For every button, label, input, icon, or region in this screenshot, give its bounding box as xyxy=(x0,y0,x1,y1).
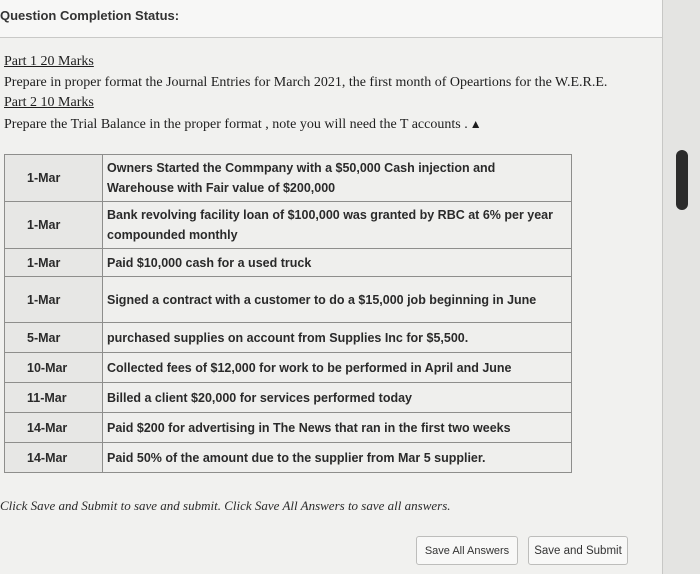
table-row xyxy=(5,353,572,383)
table-row xyxy=(5,413,572,443)
table-row xyxy=(5,155,572,202)
entry-date: 5-Mar xyxy=(5,323,103,353)
question-status-bar xyxy=(0,0,662,38)
entry-description: Paid $10,000 cash for a used truck xyxy=(103,249,572,277)
save-all-answers-button[interactable]: Save All Answers xyxy=(416,536,518,565)
entry-date: 1-Mar xyxy=(5,249,103,277)
transactions-table xyxy=(4,154,572,473)
entry-description: Signed a contract with a customer to do a $15,000 job beginning in June xyxy=(103,277,572,323)
part1-text: Prepare in proper format the Journal Entries for March 2021, the first month of Opeartions for the W.E.R.E. xyxy=(4,74,608,90)
entry-date: 1-Mar xyxy=(5,202,103,249)
entry-date: 14-Mar xyxy=(5,443,103,473)
entry-date: 1-Mar xyxy=(5,277,103,323)
table-row xyxy=(5,249,572,277)
entry-description: purchased supplies on account from Supplies Inc for $5,500. xyxy=(103,323,572,353)
table-row xyxy=(5,323,572,353)
part2-heading: Part 2 10 Marks xyxy=(4,95,94,110)
entry-date: 1-Mar xyxy=(5,155,103,202)
entry-description: Owners Started the Commpany with a $50,000 Cash injection and Warehouse with Fair value of $200,000 xyxy=(103,155,572,202)
table-row xyxy=(5,277,572,323)
entry-date: 14-Mar xyxy=(5,413,103,443)
scrollbar-thumb[interactable] xyxy=(676,150,688,210)
table-row xyxy=(5,443,572,473)
entry-date: 10-Mar xyxy=(5,353,103,383)
entry-description: Bank revolving facility loan of $100,000 was granted by RBC at 6% per year compounded monthly xyxy=(103,202,572,249)
entry-description: Paid 50% of the amount due to the supplier from Mar 5 supplier. xyxy=(103,443,572,473)
question-instructions xyxy=(4,52,654,135)
mouse-cursor-icon: ▲ xyxy=(469,116,482,131)
entry-description: Billed a client $20,000 for services performed today xyxy=(103,383,572,413)
question-content xyxy=(0,38,662,574)
completion-status-label: Question Completion Status: xyxy=(0,8,180,23)
table-row xyxy=(5,202,572,249)
save-and-submit-button[interactable]: Save and Submit xyxy=(528,536,628,565)
save-instructions: Click Save and Submit to save and submit. Click Save All Answers to save all answers. xyxy=(0,498,451,513)
table-row xyxy=(5,383,572,413)
page-scrollbar[interactable] xyxy=(662,0,700,574)
entry-description: Collected fees of $12,000 for work to be performed in April and June xyxy=(103,353,572,383)
part1-heading: Part 1 20 Marks xyxy=(4,54,94,69)
part2-text xyxy=(4,114,654,136)
part2-text-content: Prepare the Trial Balance in the proper format , note you will need the T accounts . xyxy=(4,116,468,132)
entry-date: 11-Mar xyxy=(5,383,103,413)
entry-description: Paid $200 for advertising in The News that ran in the first two weeks xyxy=(103,413,572,443)
